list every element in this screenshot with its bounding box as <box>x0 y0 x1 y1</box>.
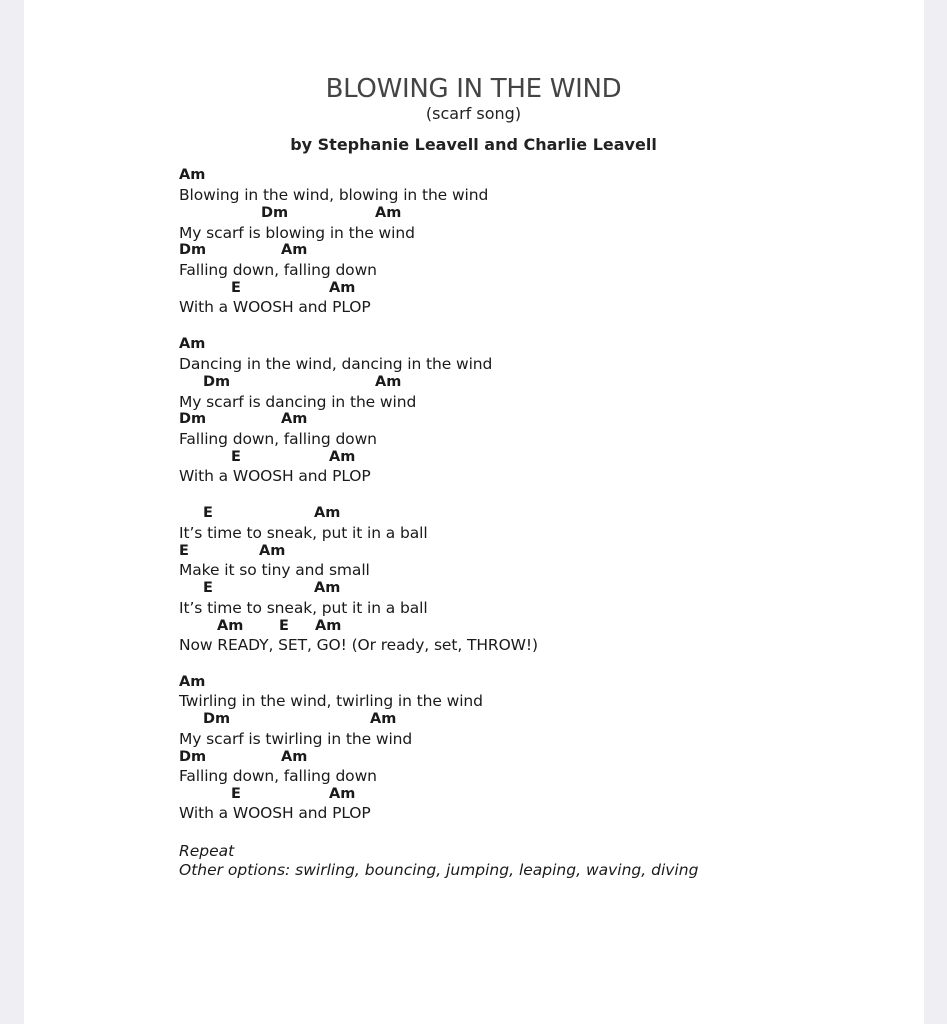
lyric-line: It’s time to sneak, put it in a ball <box>179 599 428 617</box>
lyric-line: Falling down, falling down <box>179 430 377 448</box>
chord: Am <box>281 749 308 765</box>
chord: Dm <box>179 749 207 765</box>
lyric-line: Falling down, falling down <box>179 261 377 279</box>
chord: Am <box>179 167 206 183</box>
lyric-line: With a WOOSH and PLOP <box>179 298 371 316</box>
lyric-line: Falling down, falling down <box>179 767 377 785</box>
chord: Am <box>315 618 342 634</box>
lyric-line: Twirling in the wind, twirling in the wind <box>179 692 483 710</box>
chord: Am <box>217 618 244 634</box>
lyric-line: With a WOOSH and PLOP <box>179 804 371 822</box>
song-byline: by Stephanie Leavell and Charlie Leavell <box>290 135 657 154</box>
song-title: BLOWING IN THE WIND <box>325 74 622 104</box>
chord: Am <box>179 674 206 690</box>
lyric-line: It’s time to sneak, put it in a ball <box>179 524 428 542</box>
options-note: Other options: swirling, bouncing, jumping, leaping, waving, diving <box>179 861 699 879</box>
chord: E <box>179 543 189 559</box>
chord: Dm <box>261 205 289 221</box>
chord: Am <box>375 205 402 221</box>
chord: Am <box>179 336 206 352</box>
chord: E <box>279 618 289 634</box>
lyric-line: Dancing in the wind, dancing in the wind <box>179 355 493 373</box>
chord: Am <box>329 786 356 802</box>
chord: E <box>203 505 213 521</box>
chord: Am <box>375 374 402 390</box>
chord: E <box>203 580 213 596</box>
chord: Am <box>281 242 308 258</box>
lyric-line: Now READY, SET, GO! (Or ready, set, THROW!) <box>179 636 538 654</box>
lyric-line: My scarf is blowing in the wind <box>179 224 415 242</box>
lyric-line: Blowing in the wind, blowing in the wind <box>179 186 489 204</box>
lyric-line: My scarf is twirling in the wind <box>179 730 413 748</box>
chord: Am <box>259 543 286 559</box>
chord: Am <box>329 280 356 296</box>
song-subtitle: (scarf song) <box>425 104 522 123</box>
chord: Am <box>314 505 341 521</box>
chord: Dm <box>203 374 231 390</box>
lyric-line: Make it so tiny and small <box>179 561 370 579</box>
repeat-note: Repeat <box>179 842 235 860</box>
chord: Am <box>281 411 308 427</box>
chord: Dm <box>179 242 207 258</box>
chord: E <box>231 786 241 802</box>
chord: Dm <box>203 711 231 727</box>
chord: Am <box>370 711 397 727</box>
lyric-line: With a WOOSH and PLOP <box>179 467 371 485</box>
chord: Am <box>329 449 356 465</box>
chord: Am <box>314 580 341 596</box>
chord: Dm <box>179 411 207 427</box>
chord: E <box>231 280 241 296</box>
chord: E <box>231 449 241 465</box>
lyric-line: My scarf is dancing in the wind <box>179 393 417 411</box>
